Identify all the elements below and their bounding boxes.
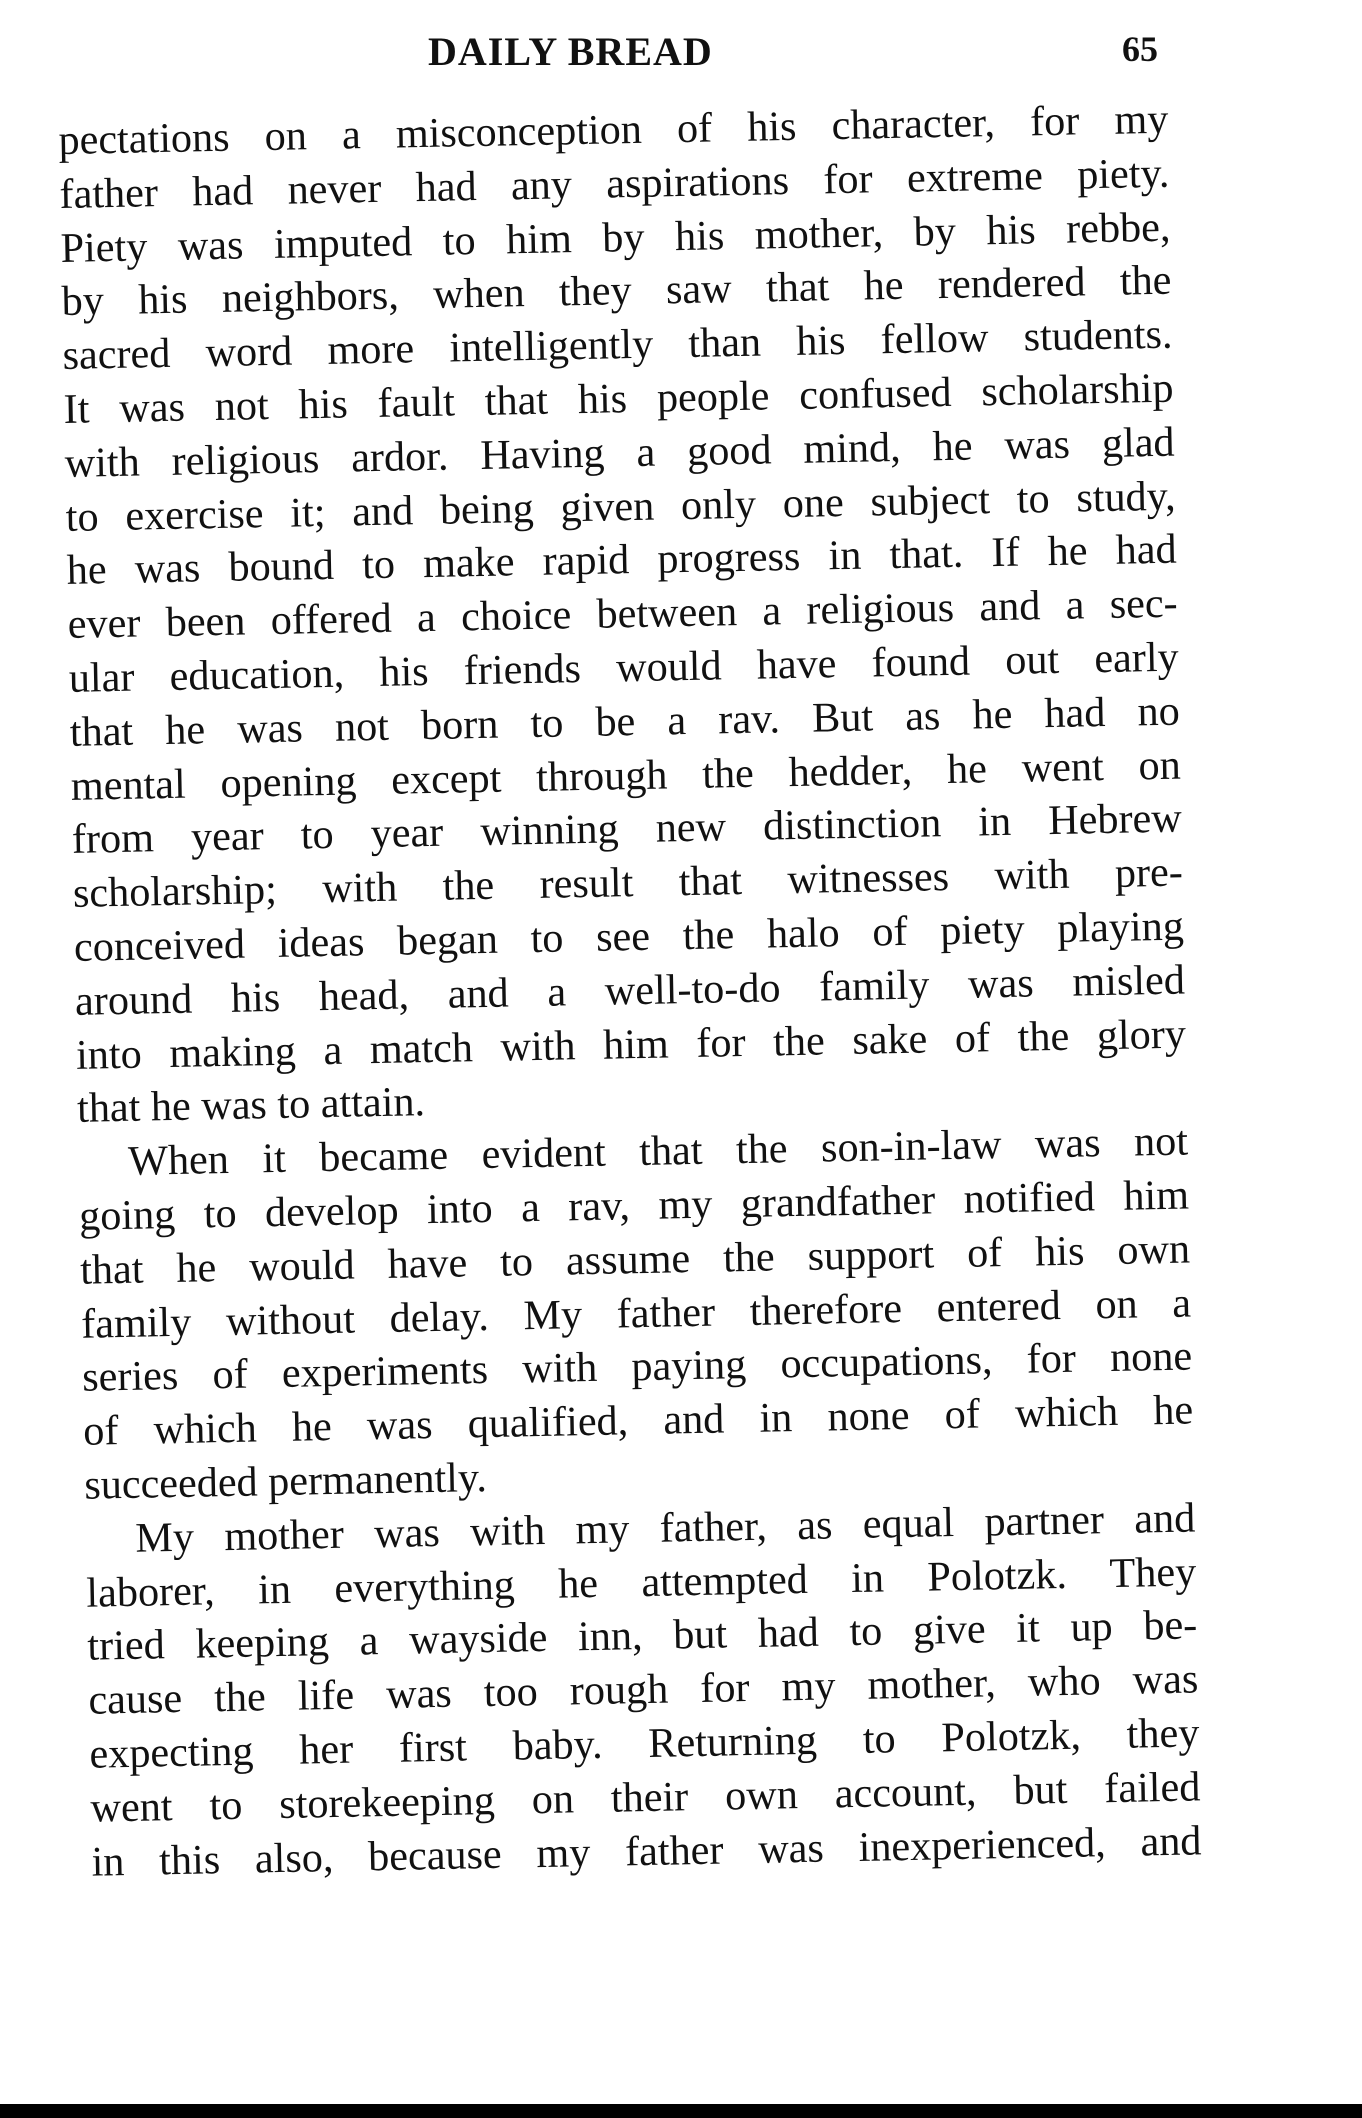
body-text [58,93,1202,1914]
text-line: father had never had any aspirations for extreme piety. [59,149,1170,218]
text-line: of which he was qualified, and in none of which he [82,1386,1194,1455]
text-line: from year to year winning new distinction in Hebrew [71,794,1183,864]
text-line: scholarship; with the result that witnesses with pre- [72,848,1184,918]
text-line: tried keeping a wayside inn, but had to give it up be- [86,1601,1198,1671]
text-line: It was not his fault that his people confused scholarship [63,364,1174,433]
text-line: sacred word more intelligently than his fellow students. [62,310,1173,380]
text-line: ular education, his friends would have found out early [68,633,1180,702]
text-line: mental opening except through the hedder, he went on [70,741,1182,810]
text-line: Piety was imputed to him by his mother, by his rebbe, [60,203,1171,272]
paragraph-2 [78,1115,1195,1513]
text-line: with religious ardor. Having a good mind, he was glad [64,418,1175,487]
text-line: pectations on a misconception of his character, for my [58,95,1169,164]
page-header [428,28,1158,88]
text-line: that he was to attain. [76,1078,426,1133]
running-head: DAILY BREAD [428,29,713,74]
text-line: succeeded permanently. [83,1453,488,1509]
text-line: into making a match with him for the sake of the glory [75,1010,1187,1079]
paragraph-3 [85,1491,1202,1889]
text-line: that he would have to assume the support of his own [79,1225,1191,1294]
text-line: cause the life was too rough for my mother, who was [88,1655,1199,1724]
text-line: laborer, in everything he attempted in Polotzk. They [85,1547,1197,1617]
text-line: My mother was with my father, as equal partner and [134,1494,1196,1562]
text-line: by his neighbors, when they saw that he rendered the [61,257,1172,326]
text-line: family without delay. My father therefore entered on a [80,1279,1192,1348]
text-line: around his head, and a well-to-do family was misled [74,956,1186,1025]
text-line: ever been offered a choice between a religious and a sec- [67,579,1179,649]
text-line: that he was not born to be a rav. But as he had no [69,687,1181,756]
page-number: 65 [1122,29,1158,69]
text-line: he was bound to make rapid progress in that. If he had [66,525,1178,595]
text-line: going to develop into a rav, my grandfather notified him [78,1171,1190,1240]
text-line: conceived ideas began to see the halo of piety playing [73,902,1185,971]
paragraph-1 [58,93,1187,1136]
text-line: to exercise it; and being given only one subject to study, [65,472,1176,541]
text-line: in this also, because my father was inexperienced, and [91,1816,1202,1886]
text-line: series of experiments with paying occupations, for none [81,1332,1193,1402]
text-line: went to storekeeping on their own account, but failed [90,1763,1201,1832]
scan-bottom-edge [0,2104,1362,2118]
text-line: expecting her first baby. Returning to Polotzk, they [89,1709,1200,1778]
text-line: When it became evident that the son-in-law was not [127,1117,1189,1185]
